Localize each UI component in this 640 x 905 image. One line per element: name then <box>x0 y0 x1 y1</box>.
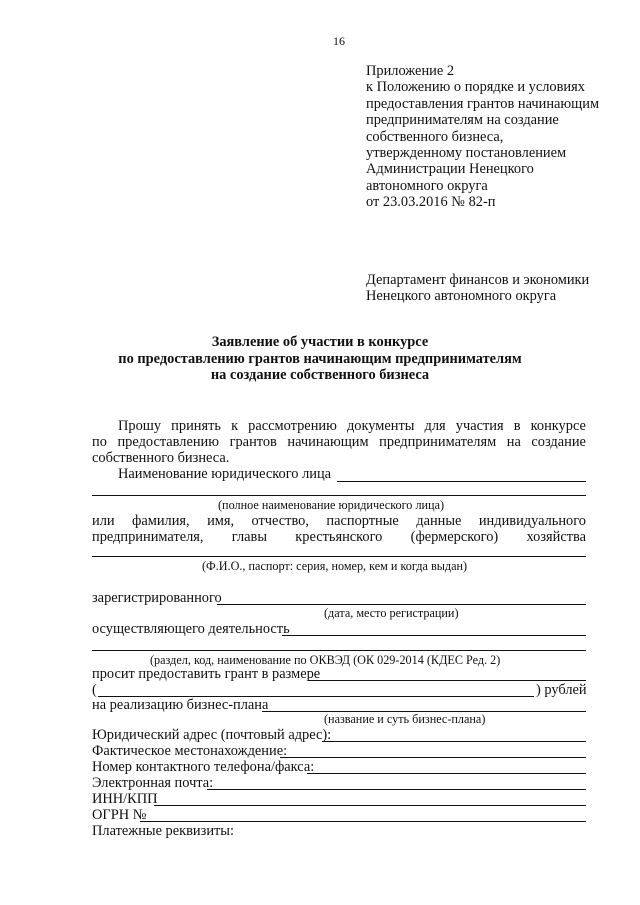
word: предоставлению <box>117 434 220 450</box>
word: в <box>513 418 521 434</box>
word: создание <box>531 434 586 450</box>
or-line-2 <box>92 530 586 544</box>
activity-caption: (раздел, код, наименование по ОКВЭД (ОК 029-2014 (КДЕС Ред. 2) <box>150 653 501 667</box>
title-line: по предоставлению грантов начинающим предпринимателям <box>118 350 522 367</box>
appendix-line: собственного бизнеса, <box>366 128 504 145</box>
appendix-line: Приложение 2 <box>366 63 455 79</box>
actual-location-field[interactable] <box>280 757 586 758</box>
page-number: 16 <box>333 34 345 48</box>
grant-amount-label: просит предоставить грант в размере <box>92 666 321 682</box>
payment-details-label: Платежные реквизиты: <box>92 823 234 839</box>
ogrn-label: ОГРН № <box>92 807 147 823</box>
appendix-block <box>366 63 599 211</box>
appendix-line: от 23.03.2016 № 82-п <box>366 194 496 211</box>
phone-label: Номер контактного телефона/факса: <box>92 759 315 775</box>
inn-label: ИНН/КПП <box>92 791 158 807</box>
appendix-line: к Положению о порядке и условиях <box>366 79 585 96</box>
word: главы <box>231 529 268 545</box>
addressee-line: Департамент финансов и экономики <box>366 272 590 288</box>
appendix-line: Администрации Ненецкого <box>366 161 534 178</box>
legal-address-label: Юридический адрес (почтовый адрес): <box>92 727 332 743</box>
word: данные <box>416 513 462 529</box>
word: документы <box>346 418 415 434</box>
activity-field-line-2[interactable] <box>92 650 586 651</box>
grant-amount-field[interactable] <box>308 680 586 681</box>
addressee-line: Ненецкого автономного округа <box>366 288 557 305</box>
word: для <box>424 418 446 434</box>
addressee-block <box>366 272 589 305</box>
actual-location-label: Фактическое местонахождение: <box>92 743 288 759</box>
legal-name-field[interactable] <box>337 481 586 482</box>
word: по <box>92 434 107 450</box>
title-line: на создание собственного бизнеса <box>210 367 430 384</box>
word: индивидуального <box>478 513 586 529</box>
word: грантов <box>229 434 277 450</box>
open-paren: ( <box>92 682 97 698</box>
word: паспортные <box>326 513 399 529</box>
appendix-line: предоставления грантов начинающим <box>366 95 600 112</box>
word: принять <box>171 418 221 434</box>
rubles-label: ) рублей <box>536 682 587 698</box>
fio-caption: (Ф.И.О., паспорт: серия, номер, кем и когда выдан) <box>202 559 468 573</box>
word: предпринимателя, <box>92 529 204 545</box>
word: предпринимателям <box>379 434 497 450</box>
activity-label: осуществляющего деятельность <box>92 621 290 637</box>
registered-field[interactable] <box>217 604 586 605</box>
or-line-1 <box>92 514 586 528</box>
business-plan-caption: (название и суть бизнес-плана) <box>324 712 486 726</box>
legal-address-field[interactable] <box>322 741 586 742</box>
word: имя, <box>207 513 235 529</box>
ogrn-field[interactable] <box>140 821 586 822</box>
appendix-line: предпринимателям на создание <box>366 112 559 129</box>
phone-field[interactable] <box>307 773 586 774</box>
appendix-line: автономного округа <box>366 177 488 194</box>
word: конкурсе <box>530 418 586 434</box>
word: на <box>506 434 521 450</box>
intro-line-1 <box>118 419 586 433</box>
registered-caption: (дата, место регистрации) <box>324 606 459 620</box>
title-line: Заявление об участии в конкурсе <box>211 334 429 350</box>
registered-label: зарегистрированного <box>92 590 222 606</box>
email-label: Электронная почта: <box>92 775 214 791</box>
fio-field[interactable] <box>92 556 586 557</box>
word: или <box>92 513 115 529</box>
appendix-line: утвержденному постановлением <box>366 145 567 162</box>
word: участия <box>455 418 504 434</box>
word: (фермерского) <box>410 529 499 545</box>
legal-name-label: Наименование юридического лица <box>118 466 332 482</box>
intro-line-2 <box>92 435 586 449</box>
word: хозяйства <box>526 529 586 545</box>
business-plan-label: на реализацию бизнес-плана <box>92 697 269 713</box>
email-field[interactable] <box>207 789 586 790</box>
inn-field[interactable] <box>154 805 586 806</box>
word: отчество, <box>251 513 309 529</box>
word: начинающим <box>287 434 369 450</box>
word: Прошу <box>118 418 162 434</box>
intro-line-3: собственного бизнеса. <box>92 450 230 466</box>
legal-name-caption: (полное наименование юридического лица) <box>218 498 445 512</box>
activity-field[interactable] <box>282 635 586 636</box>
document-title <box>0 334 640 384</box>
word: фамилия, <box>132 513 190 529</box>
word: к <box>231 418 239 434</box>
legal-name-field-line-2[interactable] <box>92 495 586 496</box>
word: рассмотрению <box>248 418 337 434</box>
word: крестьянского <box>295 529 383 545</box>
